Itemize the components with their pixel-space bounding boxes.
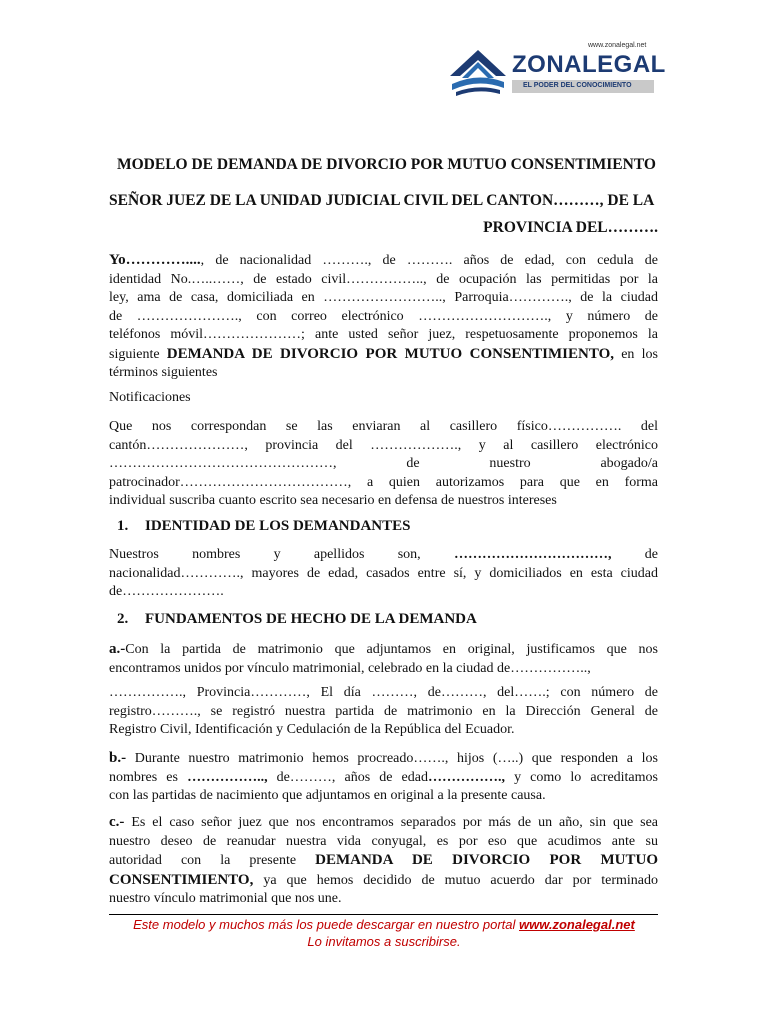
section-1-number: 1. (117, 518, 129, 534)
section-2b-line: con las partidas de nacimiento que adjuntamos en original a la presente causa. (109, 788, 546, 803)
intro-line: términos siguientes (109, 365, 218, 380)
logo-url: www.zonalegal.net (588, 42, 647, 49)
notificaciones-line: cantón…………………, provincia del ………………., y al casillero electrónico (109, 437, 658, 453)
footer-promo (0, 917, 768, 932)
section-1-line: nacionalidad…………., mayores de edad, casados entre sí, y domiciliados en esta ciudad (109, 565, 658, 581)
section-2c-line (109, 813, 658, 833)
section-2c-text: autoridad con la presente (109, 853, 316, 868)
section-1-title: IDENTIDAD DE LOS DEMANDANTES (145, 518, 411, 534)
zonalegal-logo (448, 42, 666, 102)
section-1-line (109, 546, 658, 565)
intro-yo: Yo………….... (109, 252, 201, 268)
section-2c-paragraph (109, 813, 658, 909)
section-2a-text: Con la partida de matrimonio que adjuntamos en original, justificamos que nos (125, 642, 658, 657)
logo-name: ZONALEGAL (512, 51, 666, 78)
section-1-heading (117, 518, 410, 535)
notificaciones-line: Que nos correspondan se las enviaran al casillero físico……………. del (109, 419, 658, 434)
section-2a-continuation (109, 684, 658, 740)
document-title: MODELO DE DEMANDA DE DIVORCIO POR MUTUO CONSENTIMIENTO (117, 156, 656, 173)
section-2-title: FUNDAMENTOS DE HECHO DE LA DEMANDA (145, 611, 477, 627)
addressee-line-1: SEÑOR JUEZ DE LA UNIDAD JUDICIAL CIVIL DEL CANTON………, DE LA (109, 192, 655, 209)
section-1-paragraph (109, 546, 658, 602)
section-2b-text: de………, años de edad (267, 769, 428, 785)
logo-slogan: EL PODER DEL CONOCIMIENTO (523, 82, 632, 89)
section-1-line: de…………………. (109, 584, 224, 599)
section-1-blank: ……………………………, (453, 547, 612, 562)
intro-line: ley, ama de casa, domiciliada en …………………….., Parroquia…………., de la ciudad (109, 290, 658, 305)
footer-subscribe: Lo invitamos a suscribirse. (307, 934, 461, 949)
notificaciones-label: Notificaciones (109, 390, 191, 405)
section-2a-paragraph (109, 640, 658, 678)
section-2c-text: Es el caso señor juez que nos encontramos separados por más de un año, sin que sea (124, 815, 658, 830)
section-2b-paragraph (109, 749, 658, 806)
section-2c-text: ya que hemos decidido de mutuo acuerdo dar por terminado (253, 872, 658, 888)
section-2c-emphasis: CONSENTIMIENTO, (109, 871, 254, 888)
section-2a-line: encontramos unidos por vínculo matrimonial, celebrado en la ciudad de…………….., (109, 660, 591, 676)
intro-line (109, 345, 658, 365)
section-2-number: 2. (117, 611, 129, 627)
section-2-heading (117, 611, 477, 628)
intro-line: teléfonos móvil…………………; ante usted señor juez, respetuosamente proponemos la (109, 327, 658, 342)
notificaciones-line: individual suscriba cuanto escrito sea necesario en defensa de nuestros intereses (109, 493, 557, 508)
section-2b-text: Durante nuestro matrimonio hemos procreado……., hijos (…..) que responden a los (126, 751, 658, 766)
section-2c-emphasis: DEMANDA DE DIVORCIO POR MUTUO (315, 852, 658, 868)
intro-line: de …………………., con correo electrónico ………………………., y número de (109, 308, 658, 324)
section-2a-line: ……………., Provincia…………, El día ………, de………, del…….; con número de (109, 685, 658, 700)
section-2b-line (109, 769, 658, 788)
footer-promo-text: Este modelo y muchos más los puede descargar en nuestro portal (133, 917, 520, 932)
section-2b-line (109, 749, 658, 769)
notificaciones-paragraph (109, 418, 658, 511)
intro-line: identidad No.…..……, de estado civil…………….., de ocupación las permitidas por la (109, 271, 658, 287)
section-2c-line (109, 851, 658, 871)
section-1-text: de (611, 547, 658, 562)
intro-line (109, 251, 658, 271)
section-1-text: Nuestros nombres y apellidos son, (109, 547, 454, 562)
section-2c-line: nuestro deseo de reanudar nuestra vida conyugal, es por eso que acudimos ante su (109, 833, 658, 849)
section-2b-blank: …………….., (187, 769, 268, 785)
addressee-line-2: PROVINCIA DEL………. (483, 219, 658, 236)
section-2b-text: y como lo acreditamos (504, 769, 658, 785)
section-2c-label: c.- (109, 814, 125, 830)
section-2a-label: a.- (109, 641, 126, 657)
notificaciones-line: …………………………………………, de nuestro abogado/a (109, 456, 658, 471)
section-2b-label: b.- (109, 750, 127, 766)
footer-divider (109, 914, 658, 915)
notificaciones-line: patrocinador………………………………, a quien autorizamos para que en forma (109, 474, 658, 490)
section-2c-line (109, 871, 658, 891)
intro-text: en los (614, 346, 658, 362)
intro-text: siguiente (109, 346, 167, 362)
section-2a-line (109, 640, 658, 660)
logo-roof-icon (448, 48, 508, 98)
section-2b-text: nombres es (109, 769, 188, 785)
intro-emphasis: DEMANDA DE DIVORCIO POR MUTUO CONSENTIMIENTO, (166, 345, 614, 362)
section-2a-line: registro………., se registró nuestra partida de matrimonio en la Dirección General de (109, 703, 658, 719)
section-2b-blank: ……………., (427, 769, 505, 785)
intro-text: , de nacionalidad ………., de ………. años de edad, con cedula de (200, 253, 658, 268)
section-2c-line: nuestro vínculo matrimonial que nos une. (109, 891, 342, 906)
intro-paragraph (109, 251, 658, 383)
section-2a-line: Registro Civil, Identificación y Cedulación de la República del Ecuador. (109, 722, 515, 737)
footer-portal-link[interactable]: www.zonalegal.net (519, 917, 635, 932)
